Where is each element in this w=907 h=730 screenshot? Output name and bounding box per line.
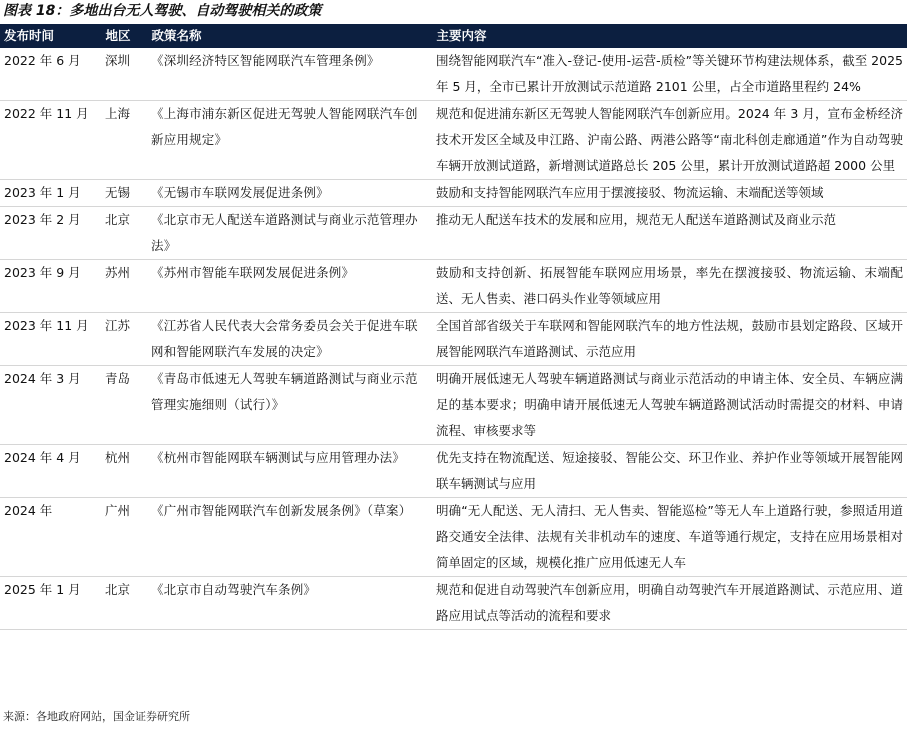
- cell-policy: 《杭州市智能网联车辆测试与应用管理办法》: [147, 445, 432, 498]
- table-row: [0, 260, 907, 313]
- table-row: [0, 48, 907, 101]
- source-note: 来源：各地政府网站，国金证券研究所: [3, 710, 190, 723]
- cell-region: 北京: [101, 207, 147, 260]
- cell-region: 无锡: [101, 180, 147, 207]
- cell-date: 2023 年 9 月: [0, 260, 101, 313]
- cell-content: 明确开展低速无人驾驶车辆道路测试与商业示范活动的申请主体、安全员、车辆应满足的基本要求；明确申请开展低速无人驾驶车辆道路测试活动时需提交的材料、申请流程、审核要求等: [432, 366, 907, 445]
- header-date: 发布时间: [0, 24, 101, 48]
- cell-region: 上海: [101, 101, 147, 180]
- cell-region: 深圳: [101, 48, 147, 101]
- policy-table: [0, 24, 907, 630]
- cell-content: 推动无人配送车技术的发展和应用，规范无人配送车道路测试及商业示范: [432, 207, 907, 260]
- cell-date: 2025 年 1 月: [0, 577, 101, 630]
- cell-content: 鼓励和支持智能网联汽车应用于摆渡接驳、物流运输、末端配送等领域: [432, 180, 907, 207]
- cell-policy: 《深圳经济特区智能网联汽车管理条例》: [147, 48, 432, 101]
- table-header-row: [0, 24, 907, 48]
- cell-date: 2024 年 4 月: [0, 445, 101, 498]
- cell-policy: 《北京市自动驾驶汽车条例》: [147, 577, 432, 630]
- table-row: [0, 498, 907, 577]
- cell-content: 鼓励和支持创新、拓展智能车联网应用场景，率先在摆渡接驳、物流运输、末端配送、无人售卖、港口码头作业等领域应用: [432, 260, 907, 313]
- cell-date: 2024 年 3 月: [0, 366, 101, 445]
- cell-date: 2023 年 11 月: [0, 313, 101, 366]
- cell-content: 围绕智能网联汽车“准入-登记-使用-运营-质检”等关键环节构建法规体系，截至 2025 年 5 月，全市已累计开放测试示范道路 2101 公里，占全市道路里程约 24%: [432, 48, 907, 101]
- table-row: [0, 366, 907, 445]
- cell-content: 规范和促进自动驾驶汽车创新应用，明确自动驾驶汽车开展道路测试、示范应用、道路应用试点等活动的流程和要求: [432, 577, 907, 630]
- cell-policy: 《广州市智能网联汽车创新发展条例》（草案）: [147, 498, 432, 577]
- cell-region: 江苏: [101, 313, 147, 366]
- cell-region: 广州: [101, 498, 147, 577]
- table-row: [0, 313, 907, 366]
- cell-region: 杭州: [101, 445, 147, 498]
- cell-policy: 《苏州市智能车联网发展促进条例》: [147, 260, 432, 313]
- cell-region: 青岛: [101, 366, 147, 445]
- header-policy: 政策名称: [147, 24, 432, 48]
- cell-date: 2022 年 11 月: [0, 101, 101, 180]
- cell-policy: 《上海市浦东新区促进无驾驶人智能网联汽车创新应用规定》: [147, 101, 432, 180]
- figure-title: 图表 18：多地出台无人驾驶、自动驾驶相关的政策: [3, 3, 322, 19]
- cell-content: 规范和促进浦东新区无驾驶人智能网联汽车创新应用。2024 年 3 月，宣布金桥经济技术开发区全域及申江路、沪南公路、两港公路等“南北科创走廊通道”作为自动驾驶车辆开放测试道路，新增测试道路总长 205 公里，累计开放测试道路超 2000 公里: [432, 101, 907, 180]
- cell-policy: 《江苏省人民代表大会常务委员会关于促进车联网和智能网联汽车发展的决定》: [147, 313, 432, 366]
- cell-policy: 《北京市无人配送车道路测试与商业示范管理办法》: [147, 207, 432, 260]
- cell-date: 2023 年 1 月: [0, 180, 101, 207]
- cell-content: 明确“无人配送、无人清扫、无人售卖、智能巡检”等无人车上道路行驶，参照适用道路交通安全法律、法规有关非机动车的速度、车道等通行规定，支持在应用场景相对简单固定的区域，规模化推广应用低速无人车: [432, 498, 907, 577]
- cell-policy: 《青岛市低速无人驾驶车辆道路测试与商业示范管理实施细则（试行）》: [147, 366, 432, 445]
- header-content: 主要内容: [432, 24, 907, 48]
- cell-content: 全国首部省级关于车联网和智能网联汽车的地方性法规，鼓励市县划定路段、区域开展智能网联汽车道路测试、示范应用: [432, 313, 907, 366]
- cell-policy: 《无锡市车联网发展促进条例》: [147, 180, 432, 207]
- header-region: 地区: [101, 24, 147, 48]
- table-row: [0, 207, 907, 260]
- table-row: [0, 577, 907, 630]
- cell-region: 北京: [101, 577, 147, 630]
- cell-date: 2022 年 6 月: [0, 48, 101, 101]
- cell-date: 2024 年: [0, 498, 101, 577]
- cell-content: 优先支持在物流配送、短途接驳、智能公交、环卫作业、养护作业等领域开展智能网联车辆测试与应用: [432, 445, 907, 498]
- cell-date: 2023 年 2 月: [0, 207, 101, 260]
- table-row: [0, 180, 907, 207]
- cell-region: 苏州: [101, 260, 147, 313]
- table-row: [0, 101, 907, 180]
- table-row: [0, 445, 907, 498]
